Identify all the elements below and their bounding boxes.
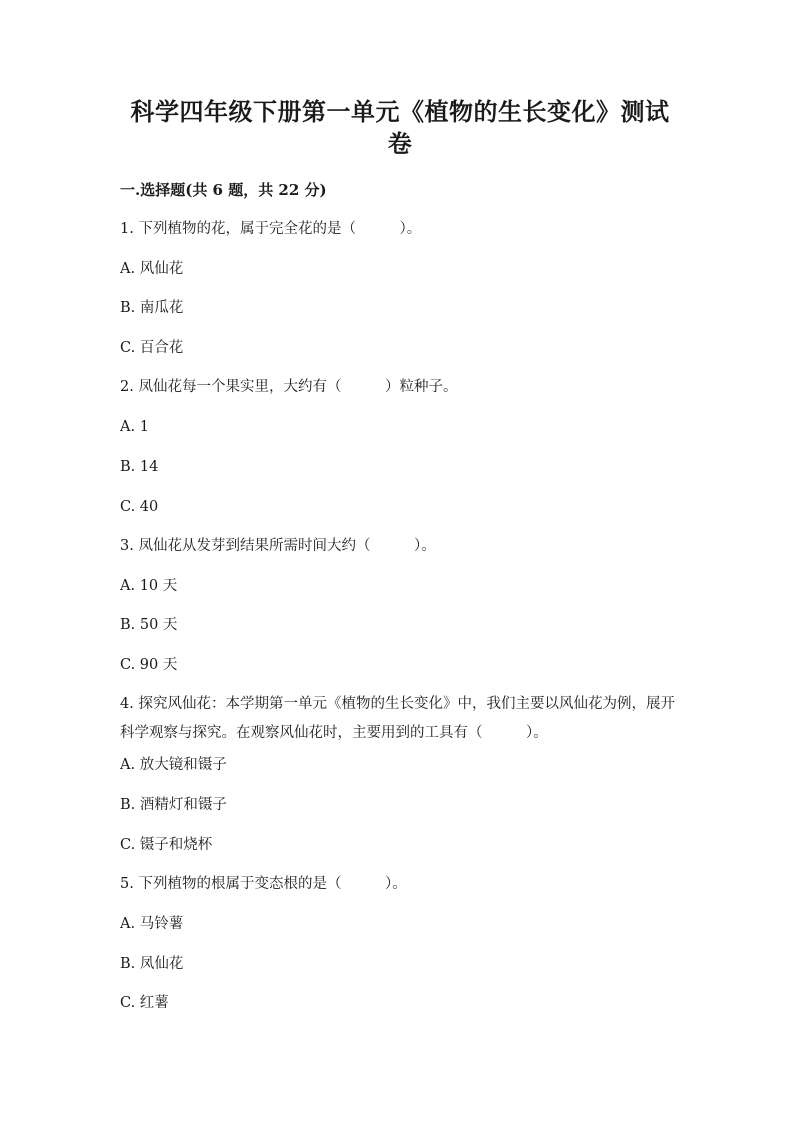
question-1-option-b: B. 南瓜花 xyxy=(120,300,184,316)
section-heading: 一.选择题(共 6 题，共 22 分) xyxy=(120,181,327,199)
question-4-option-a: A. 放大镜和镊子 xyxy=(120,757,227,773)
question-5-option-a: A. 马铃薯 xyxy=(120,916,184,932)
question-3-stem: 3. 凤仙花从发芽到结果所需时间大约（ ）。 xyxy=(120,538,436,554)
question-3-option-a: A. 10 天 xyxy=(120,578,178,594)
question-1-option-a: A. 风仙花 xyxy=(120,261,184,277)
question-4-option-b: B. 酒精灯和镊子 xyxy=(120,797,227,813)
question-5-option-c: C. 红薯 xyxy=(120,995,169,1011)
question-2-option-c: C. 40 xyxy=(120,499,159,515)
question-4-stem: 4. 探究风仙花：本学期第一单元《植物的生长变化》中，我们主要以风仙花为例，展开科学观察与探究。在观察风仙花时，主要用到的工具有（ ）。 xyxy=(120,696,675,741)
page-title: 科学四年级下册第一单元《植物的生长变化》测试卷 xyxy=(130,97,670,158)
question-1-stem: 1. 下列植物的花，属于完全花的是（ ）。 xyxy=(120,221,422,237)
question-3-option-b: B. 50 天 xyxy=(120,617,178,633)
question-2-option-a: A. 1 xyxy=(120,419,149,435)
question-2-option-b: B. 14 xyxy=(120,459,159,475)
question-5-option-b: B. 凤仙花 xyxy=(120,956,184,972)
question-4-option-c: C. 镊子和烧杯 xyxy=(120,837,213,853)
question-1-option-c: C. 百合花 xyxy=(120,340,184,356)
question-3-option-c: C. 90 天 xyxy=(120,657,178,673)
question-5-stem: 5. 下列植物的根属于变态根的是（ ）。 xyxy=(120,876,407,892)
question-2-stem: 2. 凤仙花每一个果实里，大约有（ ）粒种子。 xyxy=(120,379,458,395)
